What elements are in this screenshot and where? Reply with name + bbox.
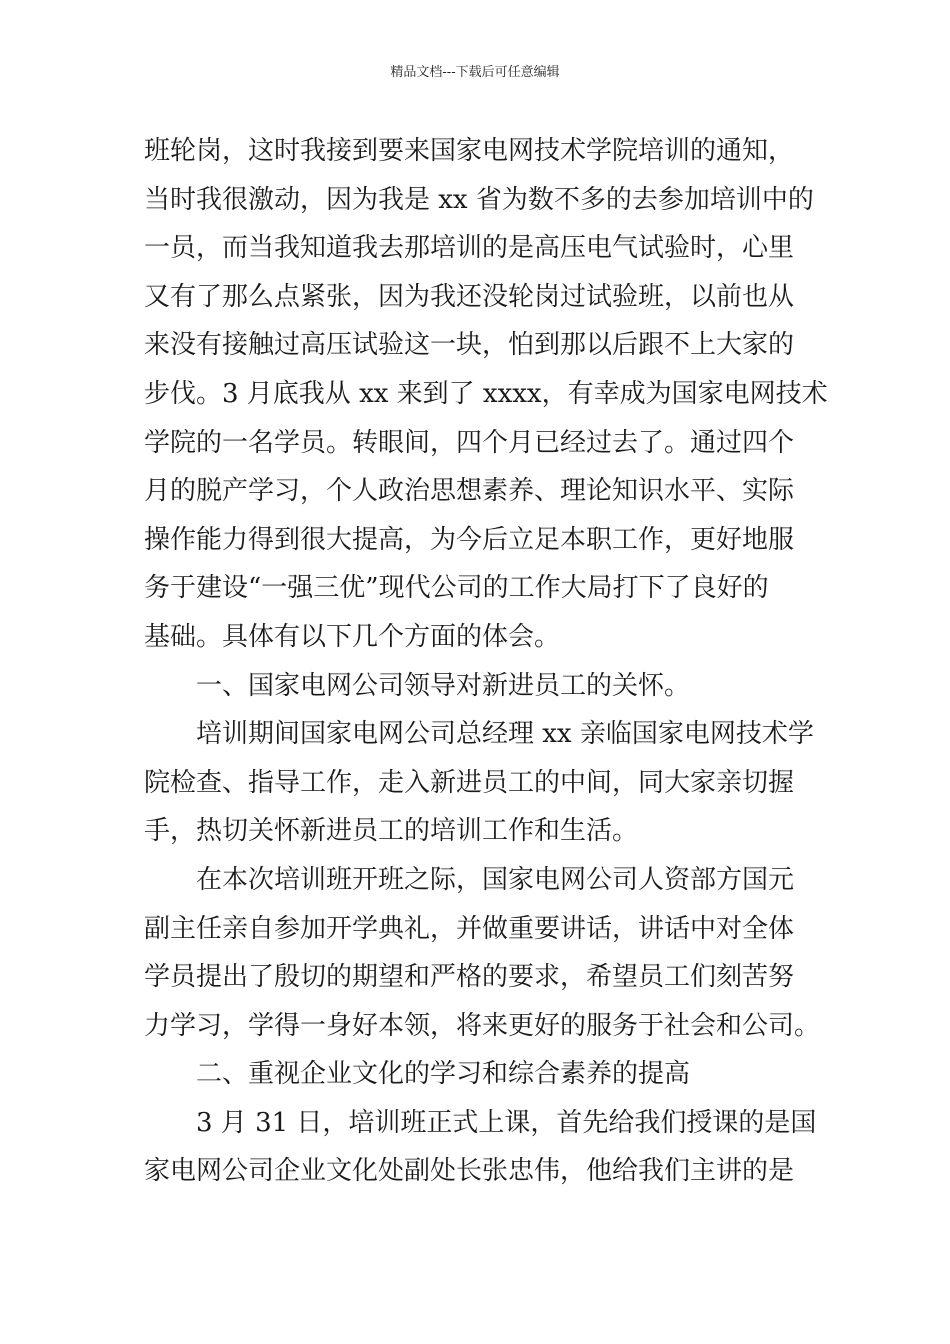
body-line: 步伐。3 月底我从 xx 来到了 xxxx，有幸成为国家电网技术 [144,378,828,409]
body-line: 副主任亲自参加开学典礼，并做重要讲话，讲话中对全体 [144,913,795,944]
section-heading: 二、重视企业文化的学习和综合素养的提高 [196,1059,691,1090]
body-line: 当时我很激动，因为我是 xx 省为数不多的去参加培训中的 [144,184,814,215]
paragraph-start: 在本次培训班开班之际，国家电网公司人资部方国元 [196,864,795,895]
document-body [144,127,828,1196]
paragraph-start: 培训期间国家电网公司总经理 xx 亲临国家电网技术学 [196,719,814,750]
body-line: 操作能力得到很大提高，为今后立足本职工作，更好地服 [144,524,795,555]
paragraph-start: 3 月 31 日，培训班正式上课，首先给我们授课的是国 [196,1107,817,1138]
body-line: 手，热切关怀新进员工的培训工作和生活。 [144,816,639,847]
body-line: 又有了那么点紧张，因为我还没轮岗过试验班，以前也从 [144,281,795,312]
section-heading: 一、国家电网公司领导对新进员工的关怀。 [196,670,691,701]
body-line: 院检查、指导工作，走入新进员工的中间，同大家亲切握 [144,767,795,798]
body-line: 一员，而当我知道我去那培训的是高压电气试验时，心里 [144,233,795,264]
body-line: 务于建设“一强三优”现代公司的工作大局打下了良好的 [144,573,769,604]
body-line: 班轮岗，这时我接到要来国家电网技术学院培训的通知， [144,136,795,166]
body-line: 学员提出了殷切的期望和严格的要求，希望员工们刻苦努 [144,962,795,993]
body-line: 力学习，学得一身好本领，将来更好的服务于社会和公司。 [144,1010,821,1041]
body-line: 基础。具体有以下几个方面的体会。 [144,621,561,652]
body-line: 家电网公司企业文化处副处长张忠伟，他给我们主讲的是 [144,1156,795,1187]
page-header: 精品文档---下载后可任意编辑 [390,65,560,80]
body-line: 月的脱产学习，个人政治思想素养、理论知识水平、实际 [144,476,795,507]
body-line: 学院的一名学员。转眼间，四个月已经过去了。通过四个 [144,427,795,458]
body-line: 来没有接触过高压试验这一块，怕到那以后跟不上大家的 [144,330,795,361]
